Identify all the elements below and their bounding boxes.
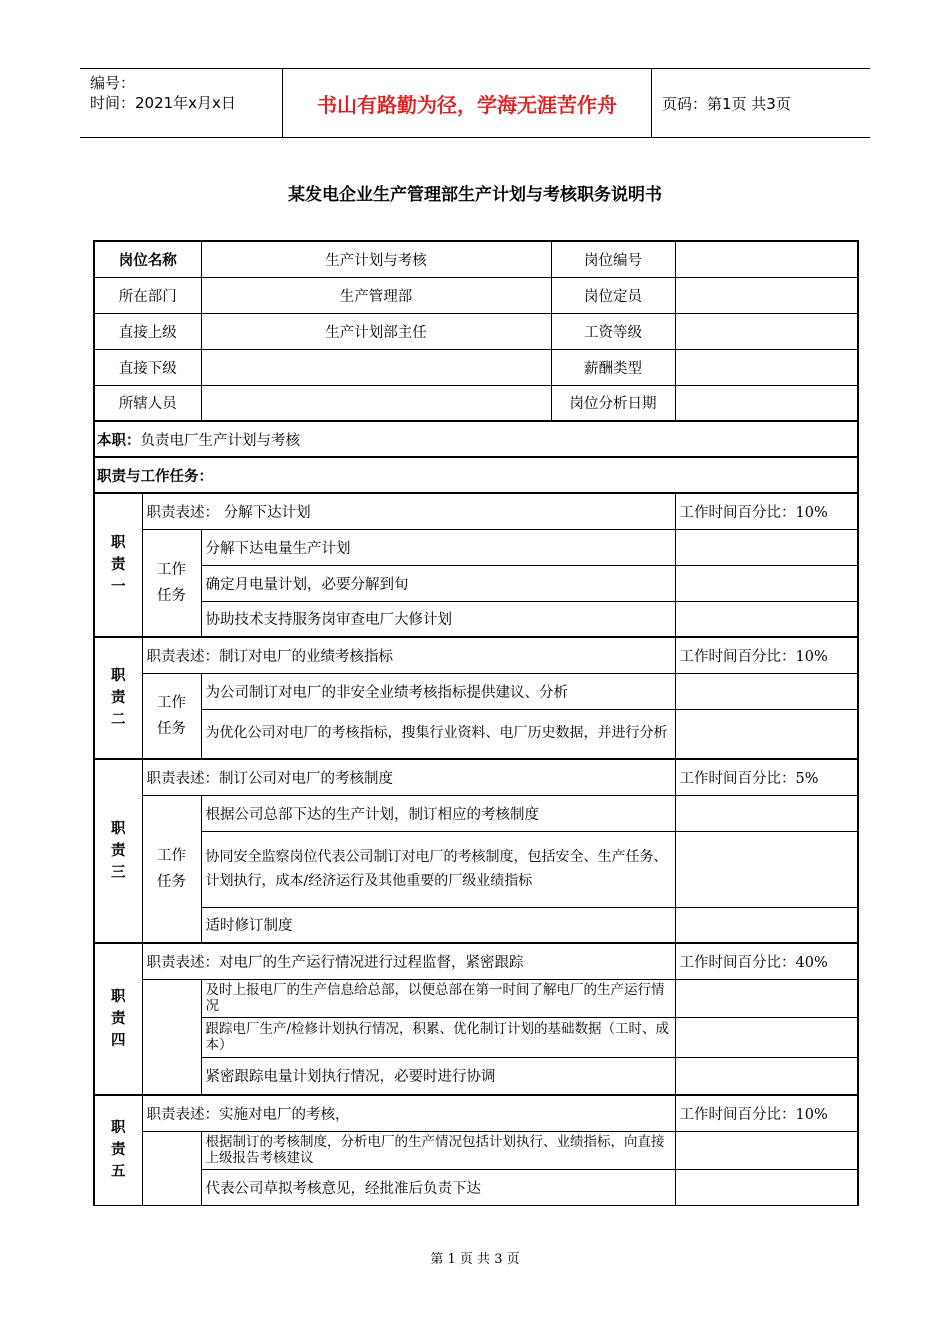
task-label <box>142 1131 201 1205</box>
duty-time-percent: 工作时间百分比：10% <box>675 1095 858 1131</box>
task-label: 工作 任务 <box>142 529 201 637</box>
duty-label: 职 责 三 <box>94 759 142 943</box>
duty-time-percent: 工作时间百分比：40% <box>675 943 858 979</box>
job-description-table <box>93 240 859 1206</box>
duty-description: 职责表述：对电厂的生产运行情况进行过程监督，紧密跟踪 <box>142 943 675 979</box>
task-label <box>142 979 201 1095</box>
task-item: 为公司制订对电厂的非安全业绩考核指标提供建议、分析 <box>201 673 675 709</box>
task-item: 适时修订制度 <box>201 907 675 943</box>
task-extra <box>675 1131 858 1169</box>
benzhi-label: 本职： <box>97 432 141 449</box>
task-item: 协助技术支持服务岗审查电厂大修计划 <box>201 601 675 637</box>
task-extra <box>675 565 858 601</box>
benzhi-row <box>94 421 858 457</box>
header-meta <box>80 69 282 137</box>
benzhi-text: 负责电厂生产计划与考核 <box>140 432 300 449</box>
duty-label: 职 责 一 <box>94 493 142 637</box>
duty-time-percent: 工作时间百分比：10% <box>675 637 858 673</box>
duty-description: 职责表述：实施对电厂的考核， <box>142 1095 675 1131</box>
task-item: 为优化公司对电厂的考核指标，搜集行业资料、电厂历史数据，并进行分析 <box>201 709 675 759</box>
task-item: 紧密跟踪电量计划执行情况，必要时进行协调 <box>201 1057 675 1095</box>
info-label: 直接上级 <box>94 313 201 349</box>
info-value: 生产计划部主任 <box>201 313 551 349</box>
duty-description: 职责表述： 分解下达计划 <box>142 493 675 529</box>
page-header <box>80 68 870 138</box>
task-item: 及时上报电厂的生产信息给总部，以便总部在第一时间了解电厂的生产运行情况 <box>201 979 675 1017</box>
task-extra <box>675 1017 858 1057</box>
task-extra <box>675 673 858 709</box>
task-extra <box>675 1169 858 1205</box>
info-value <box>201 385 551 421</box>
info-value <box>675 277 858 313</box>
task-item: 代表公司草拟考核意见，经批准后负责下达 <box>201 1169 675 1205</box>
task-extra <box>675 795 858 831</box>
motto: 书山有路勤为径，学海无涯苦作舟 <box>282 69 652 137</box>
info-label: 岗位名称 <box>94 241 201 277</box>
task-item: 跟踪电厂生产/检修计划执行情况，积累、优化制订计划的基础数据（工时、成本） <box>201 1017 675 1057</box>
task-extra <box>675 831 858 907</box>
task-extra <box>675 907 858 943</box>
task-extra <box>675 529 858 565</box>
time-label: 时间：2021年x月x日 <box>90 94 236 112</box>
info-label: 直接下级 <box>94 349 201 385</box>
info-label: 所在部门 <box>94 277 201 313</box>
duty-description: 职责表述：制订公司对电厂的考核制度 <box>142 759 675 795</box>
info-value: 生产计划与考核 <box>201 241 551 277</box>
task-extra <box>675 709 858 759</box>
info-label: 岗位编号 <box>551 241 675 277</box>
duty-label: 职 责 五 <box>94 1095 142 1205</box>
task-extra <box>675 979 858 1017</box>
info-label: 岗位分析日期 <box>551 385 675 421</box>
duty-time-percent: 工作时间百分比：10% <box>675 493 858 529</box>
duty-description: 职责表述：制订对电厂的业绩考核指标 <box>142 637 675 673</box>
info-label: 工资等级 <box>551 313 675 349</box>
task-extra <box>675 601 858 637</box>
info-value <box>675 385 858 421</box>
task-label: 工作 任务 <box>142 673 201 759</box>
page-indicator: 页码：第1页 共3页 <box>662 94 791 113</box>
info-value <box>675 241 858 277</box>
page-footer: 第 1 页 共 3 页 <box>430 1252 520 1267</box>
info-value <box>201 349 551 385</box>
task-item: 协同安全监察岗位代表公司制订对电厂的考核制度，包括安全、生产任务、计划执行，成本/经济运行及其他重要的厂级业绩指标 <box>201 831 675 907</box>
task-item: 根据制订的考核制度，分析电厂的生产情况包括计划执行、业绩指标，向直接上级报告考核建议 <box>201 1131 675 1169</box>
document-title: 某发电企业生产管理部生产计划与考核职务说明书 <box>288 185 662 205</box>
info-label: 薪酬类型 <box>551 349 675 385</box>
task-item: 确定月电量计划，必要分解到旬 <box>201 565 675 601</box>
duty-time-percent: 工作时间百分比：5% <box>675 759 858 795</box>
duty-label: 职 责 四 <box>94 943 142 1095</box>
info-value: 生产管理部 <box>201 277 551 313</box>
info-value <box>675 313 858 349</box>
task-label: 工作 任务 <box>142 795 201 943</box>
info-label: 岗位定员 <box>551 277 675 313</box>
number-label: 编号： <box>90 74 136 92</box>
task-item: 根据公司总部下达的生产计划，制订相应的考核制度 <box>201 795 675 831</box>
info-label: 所辖人员 <box>94 385 201 421</box>
info-value <box>675 349 858 385</box>
duty-label: 职 责 二 <box>94 637 142 759</box>
task-extra <box>675 1057 858 1095</box>
duties-header: 职责与工作任务： <box>94 457 858 493</box>
task-item: 分解下达电量生产计划 <box>201 529 675 565</box>
